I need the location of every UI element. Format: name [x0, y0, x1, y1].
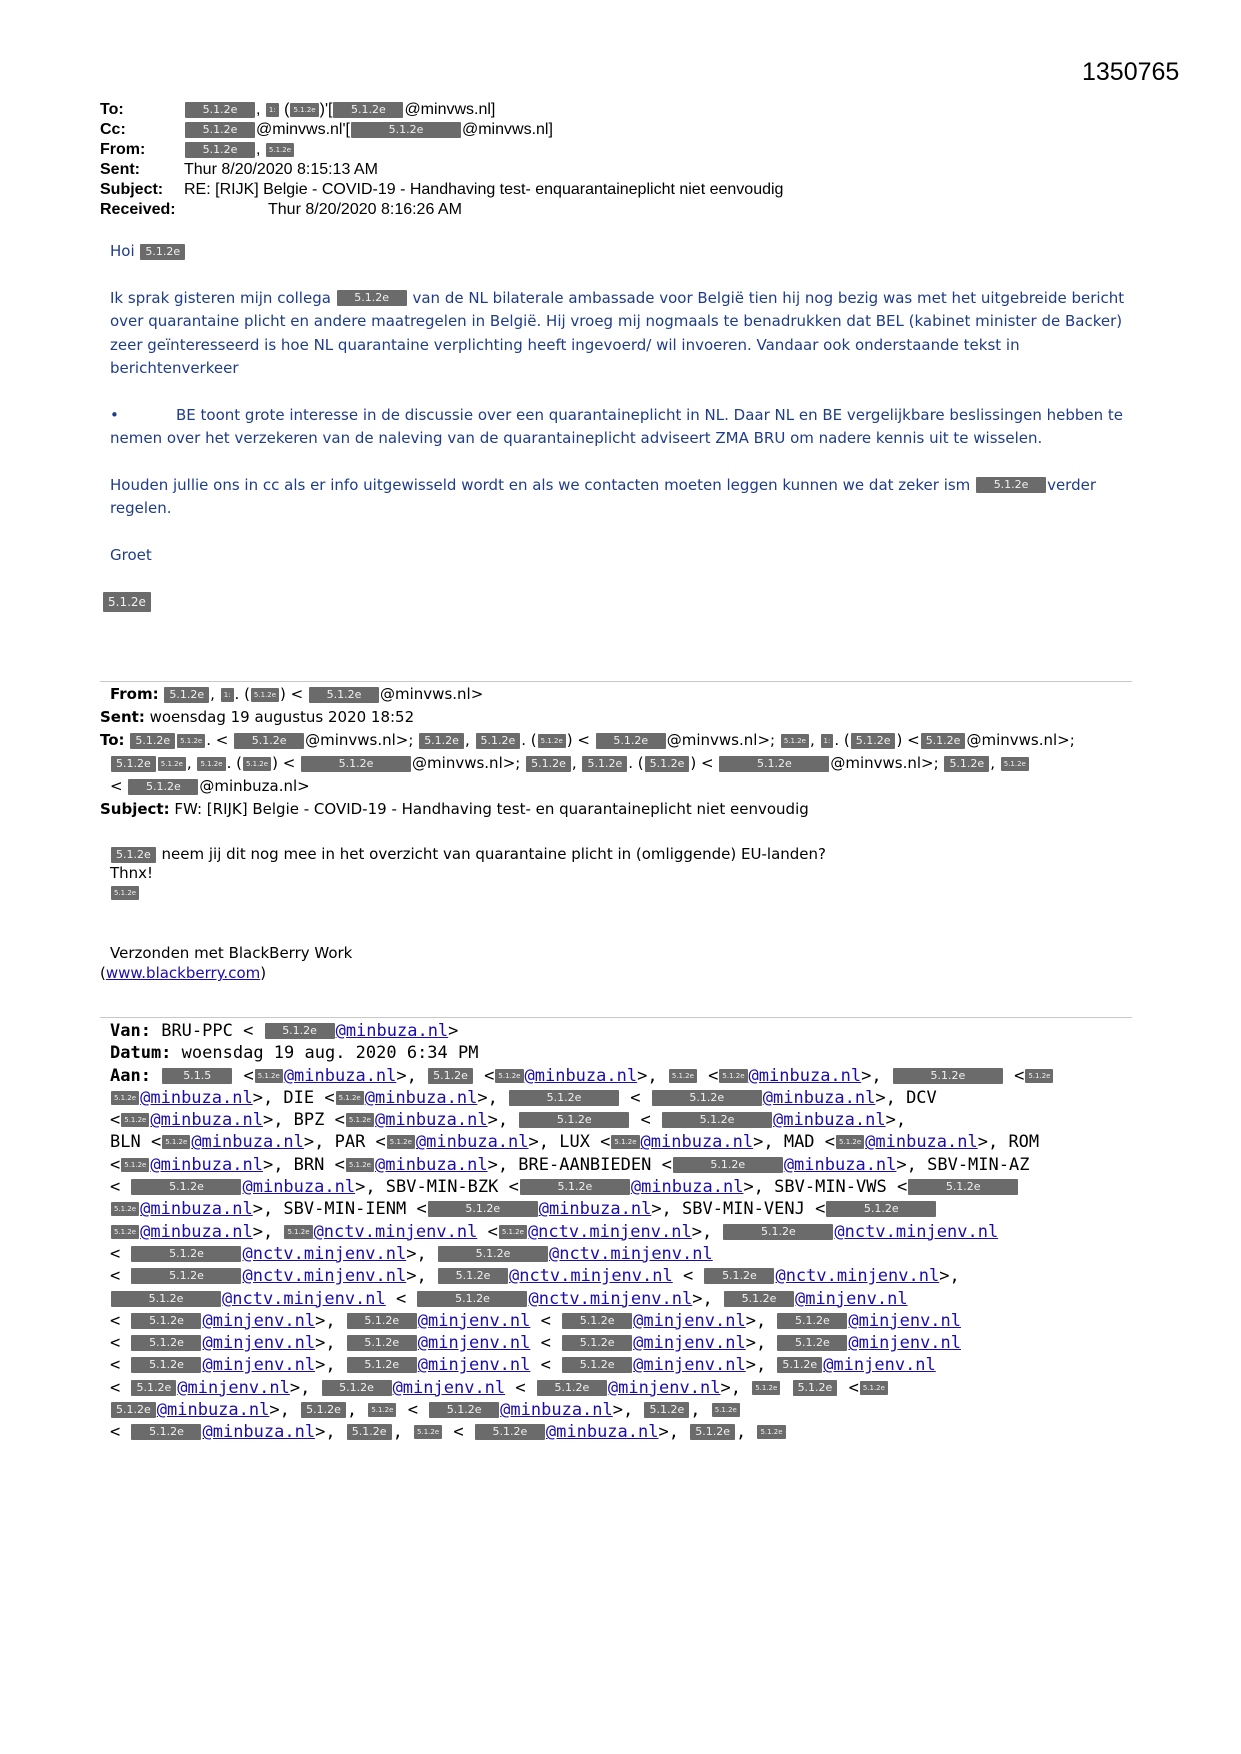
redaction: 5.1.2e: [131, 1179, 241, 1195]
redaction: 5.1.2e: [757, 1425, 785, 1439]
email-link[interactable]: @minjenv.nl: [607, 1377, 721, 1398]
aan-row-9: < 5.1.2e @nctv.minjenv.nl>, 5.1.2e @nctv.minjenv.nl: [110, 1243, 713, 1264]
signature: [102, 592, 152, 612]
email-link[interactable]: @minbuza.nl: [865, 1132, 978, 1153]
cc-domain-2: @minvws.nl]: [461, 121, 553, 138]
redaction: 5.1.2e: [419, 733, 464, 749]
redaction: 5.1.2e: [351, 122, 461, 138]
email-link[interactable]: @nctv.minjenv.nl: [775, 1266, 940, 1287]
redaction: 5.1.2e: [438, 1268, 508, 1284]
aan-row-7: 5.1.2e @minbuza.nl>, SBV-MIN-IENM < 5.1.2e @minbuza.nl>, SBV-MIN-VENJ < 5.1.2e: [110, 1198, 1140, 1220]
redaction: 5.1.2e: [429, 1402, 499, 1418]
bullet-text: BE toont grote interesse in de discussie over een quarantaineplicht in NL. Daar NL en BE vergelijkbare beslissingen hebben te nemen over het verzekeren van de naleving van de quarantaineplicht adviseert ZMA BRU om nadere kennis uit te wisselen.: [110, 405, 1124, 447]
paragraph-3: Houden jullie ons in cc als er info uitgewisseld wordt en als we contacten moeten leggen kunnen we dat zeker ism 5.1.2e verder regelen.: [110, 475, 1097, 517]
email-link[interactable]: @minbuza.nl: [335, 1021, 449, 1041]
email-link[interactable]: @nctv.minjenv.nl: [242, 1243, 407, 1264]
blackberry-link-row: (www.blackberry.com): [100, 964, 267, 982]
redaction: 5.1.2e: [234, 733, 304, 749]
email-link[interactable]: @minjenv.nl: [417, 1355, 531, 1376]
redaction: 5.1.2e: [290, 103, 318, 117]
email-link[interactable]: @minjenv.nl: [202, 1333, 316, 1354]
bullet-item: [110, 404, 1130, 451]
redaction: 5.1.2e: [243, 757, 271, 771]
redaction: 5.1.2e: [921, 733, 966, 749]
redaction: 5.1.2e: [387, 1135, 415, 1149]
aan-row-17: < 5.1.2e @minbuza.nl>, 5.1.2e , 5.1.2e < 5.1.2e @minbuza.nl>, 5.1.2e , 5.1.2e: [110, 1421, 1140, 1443]
fwd-to-row-2: 5.1.2e 5.1.2e , 5.1.2e . ( 5.1.2e ) < 5.1.2e @minvws.nl>; 5.1.2e , 5.1.2e . ( 5.1.2e ) < 5.1.2e @minvws.nl>; 5.1.2e , 5.1.2e: [110, 752, 1140, 775]
to-label: To:: [100, 101, 124, 118]
redaction: 5.1.2e: [111, 1291, 221, 1307]
redaction: 5.1.2e: [644, 1402, 689, 1418]
email-link[interactable]: @minbuza.nl: [140, 1221, 253, 1242]
redaction: 5.1.2e: [111, 1091, 139, 1105]
blackberry-footer: [100, 943, 352, 983]
email-link[interactable]: @minbuza.nl: [283, 1065, 397, 1086]
redaction: 5.1.2e: [851, 733, 896, 749]
redaction: 5.1.2e: [704, 1268, 774, 1284]
received-value: Thur 8/20/2020 8:16:26 AM: [268, 201, 462, 218]
blackberry-link[interactable]: www.blackberry.com: [105, 964, 261, 982]
redaction: 5.1.2e: [652, 1090, 762, 1106]
redaction: 5.1.2e: [347, 1357, 417, 1373]
fwd-sent-row: Sent: woensdag 19 augustus 2020 18:52: [100, 708, 415, 726]
redaction: 5.1.2e: [130, 733, 175, 749]
email-link[interactable]: @minjenv.nl: [202, 1355, 316, 1376]
redaction: 5.1.2e: [131, 1335, 201, 1351]
message-2-text: neem jij dit nog mee in het overzicht van quarantaine plicht in (omliggende) EU-landen?: [161, 845, 826, 863]
aan-row-15: < 5.1.2e @minjenv.nl>, 5.1.2e @minjenv.nl < 5.1.2e @minjenv.nl>, 5.1.2e 5.1.2e < 5.1.2e: [110, 1377, 1140, 1399]
subject-value: RE: [RIJK] Belgie - COVID-19 - Handhaving test- enquarantaineplicht niet eenvoudig: [184, 181, 784, 198]
redaction: 5.1.2e: [111, 847, 156, 863]
received-label: Received:: [100, 201, 176, 218]
email-link[interactable]: @minbuza.nl: [415, 1132, 529, 1153]
redaction: 5.1.2e: [346, 1113, 374, 1127]
fwd-to-row: To: 5.1.2e 5.1.2e . < 5.1.2e @minvws.nl>; 5.1.2e , 5.1.2e . ( 5.1.2e ) < 5.1.2e @minvws.nl>; 5.1.2e , 1: . ( 5.1.2e ) < 5.1.2e @minvws.nl>;: [100, 731, 1075, 749]
redaction: 5.1.2e: [111, 886, 139, 900]
redaction: 5.1.2e: [538, 734, 566, 748]
redaction: 5.1.2e: [723, 1224, 833, 1240]
redaction: 5.1.2e: [185, 102, 255, 118]
fwd-subject-value: FW: [RIJK] Belgie - COVID-19 - Handhaving test- en quarantaineplicht niet eenvoudig: [174, 800, 809, 818]
blackberry-line: Verzonden met BlackBerry Work: [110, 944, 353, 962]
email-link[interactable]: @minbuza.nl: [640, 1132, 754, 1153]
email-link[interactable]: @minbuza.nl: [374, 1154, 488, 1175]
email-link[interactable]: @nctv.minjenv.nl: [222, 1288, 386, 1309]
redaction: 5.1.2e: [860, 1381, 888, 1395]
subject-row: [100, 180, 783, 200]
redaction: 5.1.2e: [562, 1335, 632, 1351]
to-row: To: 5.1.2e , 1: ( 5.1.2e )'[ 5.1.2e @minvws.nl]: [100, 101, 496, 118]
to-domain: @minvws.nl]: [404, 101, 496, 118]
email-link[interactable]: @minjenv.nl: [417, 1333, 531, 1354]
email-link[interactable]: @minbuza.nl: [630, 1177, 744, 1198]
redaction: 5.1.2e: [690, 1424, 735, 1440]
email-link[interactable]: @minjenv.nl: [848, 1310, 962, 1331]
email-link[interactable]: @minjenv.nl: [392, 1377, 506, 1398]
email-link[interactable]: @nctv.minjenv.nl: [313, 1221, 478, 1242]
email-link[interactable]: @minbuza.nl: [748, 1065, 862, 1086]
email-link[interactable]: @nctv.minjenv.nl: [528, 1288, 693, 1309]
redaction: 5.1.2e: [495, 1069, 523, 1083]
email-link[interactable]: @minbuza.nl: [140, 1087, 253, 1108]
redaction: 5.1.2e: [131, 1313, 201, 1329]
redaction: 5.1.2e: [185, 142, 255, 158]
redaction: 5.1.2e: [662, 1112, 772, 1128]
email-link[interactable]: @minbuza.nl: [538, 1199, 652, 1220]
redaction: 5.1.2e: [131, 1380, 176, 1396]
sent-row: [100, 160, 783, 180]
redaction: 5.1.2e: [669, 1069, 697, 1083]
redaction: 5.1.2e: [438, 1246, 548, 1262]
redaction: 5.1.2e: [347, 1424, 392, 1440]
redaction: 5.1.2e: [347, 1313, 417, 1329]
redaction: 5.1.2e: [333, 102, 403, 118]
email-link[interactable]: @minbuza.nl: [242, 1177, 356, 1198]
subject-label: Subject:: [100, 181, 164, 198]
aan-row-16: 5.1.2e @minbuza.nl>, 5.1.2e , 5.1.2e < 5.1.2e @minbuza.nl>, 5.1.2e , 5.1.2e: [110, 1399, 1140, 1421]
paragraph-1: Ik sprak gisteren mijn collega 5.1.2e van de NL bilaterale ambassade voor België tien hij nog bezig was met het uitgebreide bericht over quarantaine plicht en andere maatregelen in België. Hij vroeg mij nogmaals te benadrukken dat BEL (kabinet minister de Backer) zeer geïnteresseerd is hoe NL quarantaine verplichting heeft ingevoerd/ wil invoeren. Vandaar ook onderstaande tekst in berichtenverkeer: [110, 288, 1125, 377]
bullet-dot: •: [110, 405, 119, 424]
email-link[interactable]: @nctv.minjenv.nl: [527, 1221, 692, 1242]
redaction: 5.1.2e: [499, 1225, 527, 1239]
divider: [100, 1017, 1132, 1018]
redaction: 5.1.2e: [111, 1402, 156, 1418]
email-link[interactable]: @minjenv.nl: [633, 1333, 746, 1354]
redaction: 5.1.2e: [893, 1068, 1003, 1084]
redaction: 5.1.2e: [121, 1113, 149, 1127]
email-link[interactable]: @minjenv.nl: [417, 1310, 531, 1331]
document-number: 1350765: [1082, 58, 1180, 86]
divider: [100, 681, 1132, 682]
redaction: 5.1.2e: [519, 1112, 629, 1128]
redaction: 5.1.5: [162, 1068, 232, 1084]
redaction: 5.1.2e: [368, 1403, 396, 1417]
redaction: 5.1.2e: [777, 1335, 847, 1351]
fwd-from-row: From: 5.1.2e , 1: . ( 5.1.2e ) < 5.1.2e @minvws.nl>: [110, 685, 484, 703]
redaction: 5.1.2e: [131, 1246, 241, 1262]
email-link[interactable]: @nctv.minjenv.nl: [242, 1266, 407, 1287]
message-body: [110, 240, 1130, 590]
redaction: 5.1.2e: [793, 1380, 838, 1396]
redaction: 5.1.2e: [428, 1201, 538, 1217]
redaction: 5.1.2e: [164, 687, 209, 703]
redaction: 5.1.2e: [520, 1179, 630, 1195]
aan-row-8: 5.1.2e @minbuza.nl>, 5.1.2e @nctv.minjenv.nl < 5.1.2e @nctv.minjenv.nl>, 5.1.2e @nctv.minjenv.nl: [110, 1221, 1140, 1243]
email-link[interactable]: @minbuza.nl: [374, 1110, 488, 1131]
forward-header: [100, 683, 1140, 821]
cc-label: Cc:: [100, 121, 126, 138]
email-link[interactable]: @minbuza.nl: [364, 1087, 478, 1108]
email-link[interactable]: @minbuza.nl: [783, 1154, 897, 1175]
redaction: 5.1.2e: [121, 1158, 149, 1172]
aan-row-2: 5.1.2e @minbuza.nl>, DIE < 5.1.2e @minbuza.nl>, 5.1.2e < 5.1.2e @minbuza.nl>, DCV: [110, 1087, 1140, 1109]
redaction: 5.1.2e: [562, 1313, 632, 1329]
email-link[interactable]: @minbuza.nl: [500, 1400, 613, 1421]
redaction: 5.1.2e: [140, 244, 185, 260]
from-row: From: 5.1.2e , 5.1.2e: [100, 140, 783, 160]
domain: @minvws.nl>;: [666, 731, 776, 749]
redaction: 1:: [221, 688, 234, 702]
cc-row: [100, 120, 783, 140]
redaction: 5.1.2e: [417, 1291, 527, 1307]
message-2-sig: [110, 883, 826, 902]
aan-row-5: < 5.1.2e @minbuza.nl>, BRN < 5.1.2e @minbuza.nl>, BRE-AANBIEDEN < 5.1.2e @minbuza.nl>, SBV-MIN-AZ: [110, 1154, 1030, 1175]
aan-row-10: < 5.1.2e @nctv.minjenv.nl>, 5.1.2e @nctv.minjenv.nl < 5.1.2e @nctv.minjenv.nl>,: [110, 1266, 960, 1287]
email-link[interactable]: @minjenv.nl: [794, 1288, 908, 1309]
email-link[interactable]: @minjenv.nl: [177, 1377, 290, 1398]
redaction: 5.1.2e: [128, 779, 198, 795]
van-value: BRU-PPC <: [161, 1021, 254, 1041]
redaction: 5.1.2e: [265, 1023, 335, 1039]
domain: @minbuza.nl>: [199, 777, 310, 795]
redaction: 5.1.2e: [836, 1135, 864, 1149]
redaction: 5.1.2e: [251, 688, 279, 702]
redaction: 5.1.2e: [976, 477, 1046, 493]
cc-domain-1: @minvws.nl'[: [256, 121, 350, 138]
redaction: 5.1.2e: [309, 687, 379, 703]
email-link[interactable]: @minjenv.nl: [202, 1310, 316, 1331]
redaction: 5.1.2e: [322, 1380, 392, 1396]
email-link[interactable]: @nctv.minjenv.nl: [834, 1221, 999, 1242]
domain: @minvws.nl>;: [412, 754, 521, 772]
redaction: 5.1.2e: [111, 1225, 139, 1239]
domain: @minvws.nl>;: [830, 754, 939, 772]
domain: @minvws.nl>;: [966, 731, 1075, 749]
email-link[interactable]: @minbuza.nl: [773, 1110, 886, 1131]
aan-row-4: BLN < 5.1.2e @minbuza.nl>, PAR < 5.1.2e @minbuza.nl>, LUX < 5.1.2e @minbuza.nl>, MAD < 5.1.2e @minbuza.nl>, ROM: [110, 1132, 1040, 1153]
aan-row-11: 5.1.2e @nctv.minjenv.nl < 5.1.2e @nctv.minjenv.nl>, 5.1.2e @minjenv.nl: [110, 1288, 1140, 1310]
sent-label: Sent:: [100, 161, 140, 178]
redaction: 5.1.2e: [301, 756, 411, 772]
email-link[interactable]: @minjenv.nl: [848, 1333, 962, 1354]
redaction: 5.1.2e: [346, 1158, 374, 1172]
redaction: 5.1.2e: [562, 1357, 632, 1373]
greeting: Hoi 5.1.2e: [110, 240, 1130, 264]
email-link[interactable]: @nctv.minjenv.nl: [508, 1266, 673, 1287]
email-link[interactable]: @minbuza.nl: [762, 1087, 876, 1108]
redaction: 5.1.2e: [414, 1425, 442, 1439]
domain: @minvws.nl>;: [305, 731, 414, 749]
redaction: 5.1.2e: [158, 757, 186, 771]
redaction: 5.1.2e: [777, 1313, 847, 1329]
redaction: 5.1.2e: [476, 733, 521, 749]
email-link[interactable]: @minbuza.nl: [202, 1422, 316, 1443]
redaction: 5.1.2e: [475, 1424, 545, 1440]
redaction: 5.1.2e: [752, 1381, 780, 1395]
message-2-line-1: [110, 845, 826, 864]
redaction: 5.1.2e: [719, 1069, 747, 1083]
from-label: From:: [100, 141, 146, 158]
redaction: 5.1.2e: [509, 1090, 619, 1106]
redaction: 5.1.2e: [337, 290, 407, 306]
redaction: 5.1.2e: [1001, 757, 1029, 771]
closing: Groet: [110, 545, 152, 564]
sent-value: Thur 8/20/2020 8:15:13 AM: [184, 161, 378, 178]
forward-2: [110, 1020, 1140, 1444]
redaction: 5.1.2e: [111, 1202, 139, 1216]
redaction: 5.1.2e: [826, 1201, 936, 1217]
email-link[interactable]: @nctv.minjenv.nl: [548, 1243, 713, 1264]
email-link[interactable]: @minjenv.nl: [633, 1355, 746, 1376]
redaction: 5.1.2e: [611, 1135, 639, 1149]
fwd-to-row-3: < 5.1.2e @minbuza.nl>: [110, 777, 310, 795]
redaction: 5.1.2e: [131, 1424, 201, 1440]
redaction: 5.1.2e: [103, 592, 151, 612]
redaction: 5.1.2e: [596, 733, 666, 749]
message-2-line-2: Thnx!: [110, 864, 154, 882]
email-link[interactable]: @minbuza.nl: [545, 1422, 659, 1443]
email-link[interactable]: @minbuza.nl: [156, 1400, 270, 1421]
redaction: 5.1.2e: [777, 1357, 822, 1373]
email-link[interactable]: @minbuza.nl: [140, 1199, 253, 1220]
email-link[interactable]: @minbuza.nl: [150, 1154, 263, 1175]
redaction: 1:: [821, 734, 834, 748]
email-link[interactable]: @minbuza.nl: [524, 1065, 638, 1086]
redaction: 5.1.2e: [347, 1335, 417, 1351]
redaction: 5.1.2e: [177, 734, 205, 748]
redaction: 5.1.2e: [724, 1291, 794, 1307]
fwd-sent-value: woensdag 19 augustus 2020 18:52: [149, 708, 415, 726]
datum-value: woensdag 19 aug. 2020 6:34 PM: [181, 1043, 479, 1064]
redaction: 5.1.2e: [428, 1068, 473, 1084]
redaction: 5.1.2e: [131, 1268, 241, 1284]
aan-row-14: < 5.1.2e @minjenv.nl>, 5.1.2e @minjenv.nl < 5.1.2e @minjenv.nl>, 5.1.2e @minjenv.nl: [110, 1355, 936, 1376]
aan-row-6: < 5.1.2e @minbuza.nl>, SBV-MIN-BZK < 5.1.2e @minbuza.nl>, SBV-MIN-VWS < 5.1.2e: [110, 1176, 1140, 1198]
redaction: 5.1.2e: [266, 143, 294, 157]
redaction: 5.1.2e: [131, 1357, 201, 1373]
fwd-from-domain: @minvws.nl>: [380, 685, 484, 703]
fwd-subject-row: Subject: FW: [RIJK] Belgie - COVID-19 - Handhaving test- en quarantaineplicht niet eenvoudig: [100, 800, 809, 818]
email-header: [100, 100, 783, 220]
message-2: [110, 845, 826, 902]
aan-row-12: < 5.1.2e @minjenv.nl>, 5.1.2e @minjenv.nl < 5.1.2e @minjenv.nl>, 5.1.2e @minjenv.nl: [110, 1310, 962, 1331]
redaction: 5.1.2e: [944, 756, 989, 772]
datum-row: Datum: woensdag 19 aug. 2020 6:34 PM: [110, 1043, 479, 1064]
redaction: 5.1.2e: [255, 1069, 283, 1083]
email-link[interactable]: @minjenv.nl: [823, 1355, 936, 1376]
received-row: [100, 200, 783, 220]
redaction: 5.1.2e: [197, 757, 225, 771]
redaction: 5.1.2e: [719, 756, 829, 772]
redaction: 5.1.2e: [162, 1135, 190, 1149]
redaction: 5.1.2e: [781, 734, 809, 748]
redaction: 5.1.2e: [111, 756, 156, 772]
email-link[interactable]: @minbuza.nl: [150, 1110, 263, 1131]
aan-row-13: < 5.1.2e @minjenv.nl>, 5.1.2e @minjenv.nl < 5.1.2e @minjenv.nl>, 5.1.2e @minjenv.nl: [110, 1333, 962, 1354]
redaction: 5.1.2e: [673, 1157, 783, 1173]
redaction: 5.1.2e: [1025, 1069, 1053, 1083]
email-link[interactable]: @minjenv.nl: [633, 1310, 746, 1331]
redaction: 5.1.2e: [908, 1179, 1018, 1195]
redaction: 5.1.2e: [582, 756, 627, 772]
redaction: 5.1.2e: [185, 122, 255, 138]
redaction: 5.1.2e: [284, 1225, 312, 1239]
redaction: 5.1.2e: [301, 1402, 346, 1418]
aan-row-1: Aan: 5.1.5 < 5.1.2e @minbuza.nl>, 5.1.2e < 5.1.2e @minbuza.nl>, 5.1.2e < 5.1.2e @minbuza.nl>, 5.1.2e < 5.1.2e: [110, 1065, 1140, 1087]
redaction: 5.1.2e: [712, 1403, 740, 1417]
van-row: Van: BRU-PPC < 5.1.2e @minbuza.nl>: [110, 1021, 459, 1041]
aan-row-3: < 5.1.2e @minbuza.nl>, BPZ < 5.1.2e @minbuza.nl>, 5.1.2e < 5.1.2e @minbuza.nl>,: [110, 1110, 907, 1131]
redaction: 5.1.2e: [537, 1380, 607, 1396]
redaction: 5.1.2e: [336, 1091, 364, 1105]
email-link[interactable]: @minbuza.nl: [191, 1132, 304, 1153]
redaction: 5.1.2e: [645, 756, 690, 772]
redaction: 5.1.2e: [526, 756, 571, 772]
redaction: 1:: [266, 103, 279, 117]
